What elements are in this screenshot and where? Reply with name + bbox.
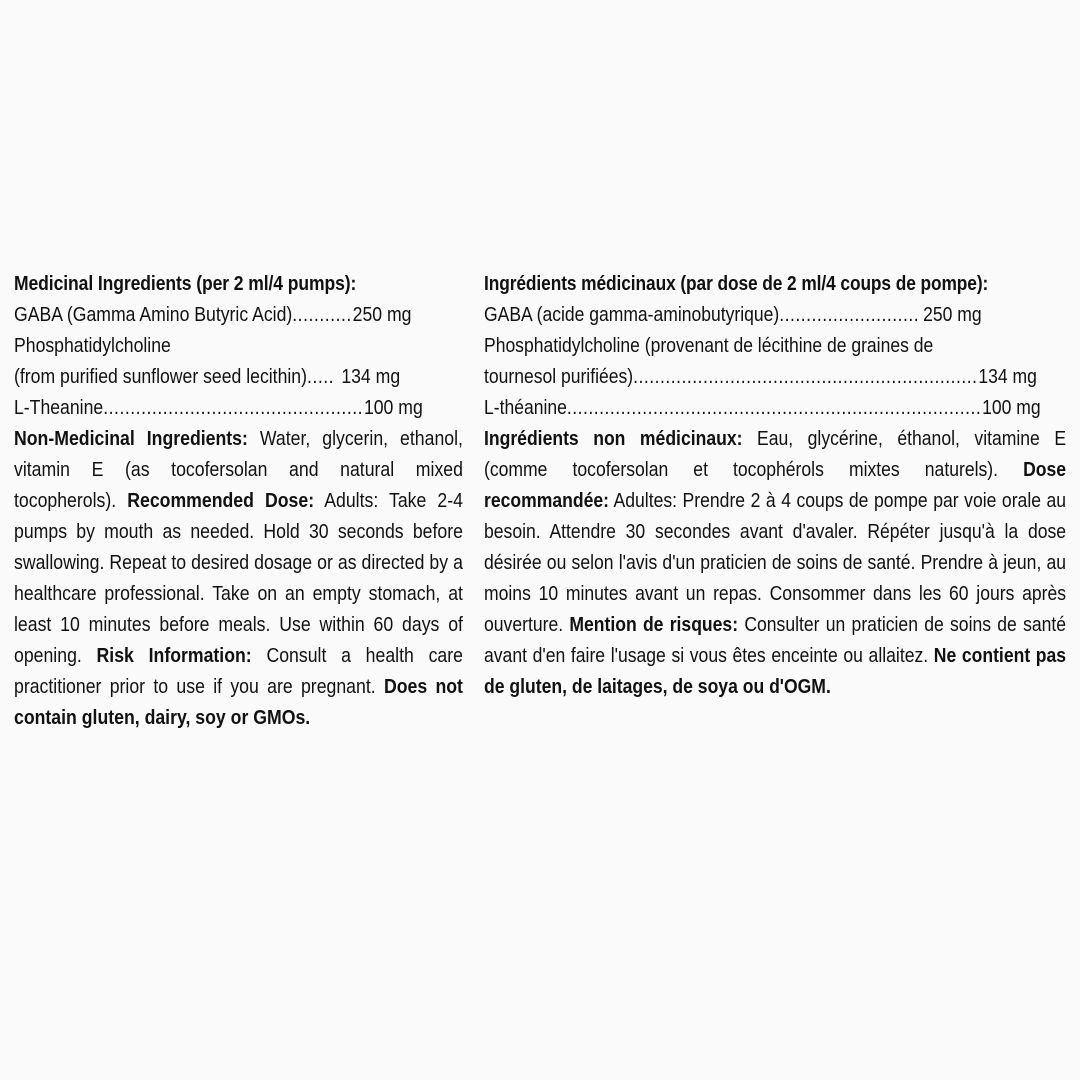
french-body-block xyxy=(484,423,1066,702)
risk-information-label: Mention de risques: xyxy=(569,613,739,636)
english-ingredient-row xyxy=(14,330,463,361)
english-ingredient-row xyxy=(14,361,463,392)
english-body-paragraph xyxy=(14,423,463,733)
free-from-statement: Ne contient pas de gluten, de laitages, de soya ou d'OGM. xyxy=(484,644,1067,698)
english-body-block xyxy=(14,423,463,733)
ingredient-name: L-théanine xyxy=(484,396,567,419)
ingredient-name: GABA (Gamma Amino Butyric Acid) xyxy=(14,303,293,326)
ingredient-amount: 250 mg xyxy=(352,303,412,326)
recommended-dose-text: Adultes: Prendre 2 à 4 coups de pompe par voie orale au besoin. Attendre 30 secondes avant d'avaler. Répéter jusqu'à la dose désirée ou selon l'avis d'un praticien de soins de santé. Prendre à jeun, au moins 10 minutes avant un repas. Consommer dans les 60 jours après ouverture. xyxy=(484,489,1067,636)
ingredient-amount: 134 mg xyxy=(341,365,401,388)
risk-information-label: Risk Information: xyxy=(96,644,252,667)
english-medicinal-ingredients-heading: Medicinal Ingredients (per 2 ml/4 pumps): xyxy=(14,272,357,295)
ingredient-name: (from purified sunflower seed lecithin) xyxy=(14,365,307,388)
ingredient-dot-leader: ........... xyxy=(292,303,352,326)
ingredient-amount: 250 mg xyxy=(923,303,982,326)
ingredient-dot-leader: .......................... xyxy=(779,303,920,326)
ingredient-name: tournesol purifiées) xyxy=(484,365,634,388)
ingredient-amount: 134 mg xyxy=(978,365,1037,388)
non-medicinal-ingredients-label: Ingrédients non médicinaux: xyxy=(484,427,743,450)
french-ingredient-row xyxy=(484,299,1066,330)
ingredient-name: GABA (acide gamma-aminobutyrique) xyxy=(484,303,780,326)
non-medicinal-ingredients-label: Non-Medicinal Ingredients: xyxy=(14,427,248,450)
french-ingredient-row xyxy=(484,361,1066,392)
ingredient-name: Phosphatidylcholine (provenant de lécithine de graines de xyxy=(484,334,934,357)
french-ingredient-row xyxy=(484,330,1066,361)
french-body-paragraph xyxy=(484,423,1066,702)
english-ingredient-row xyxy=(14,299,463,330)
recommended-dose-label: Recommended Dose: xyxy=(127,489,315,512)
french-panel xyxy=(484,268,1066,702)
ingredient-dot-leader: ................................................ xyxy=(103,396,364,419)
english-ingredient-row xyxy=(14,392,463,423)
english-panel xyxy=(14,268,463,733)
risk-information-text: Consulter un praticien de soins de santé avant d'en faire l'usage si vous êtes enceinte ou allaitez. xyxy=(484,613,1067,667)
ingredient-amount: 100 mg xyxy=(363,396,423,419)
non-medicinal-ingredients-text: Water, glycerin, ethanol, vitamin E (as tocofersolan and natural mixed tocopherols). xyxy=(14,427,463,512)
ingredient-amount: 100 mg xyxy=(982,396,1041,419)
free-from-statement: Does not contain gluten, dairy, soy or GMOs. xyxy=(14,675,463,729)
recommended-dose-label: Dose recommandée: xyxy=(484,458,1067,512)
french-ingredient-row xyxy=(484,392,1066,423)
ingredient-dot-leader: ..... xyxy=(306,365,335,388)
ingredient-dot-leader: ............................................................................. xyxy=(566,396,982,419)
ingredient-name: L-Theanine xyxy=(14,396,104,419)
bilingual-panel-columns xyxy=(14,268,1066,733)
risk-information-text: Consult a health care practitioner prior to use if you are pregnant. xyxy=(14,644,463,698)
ingredient-name: Phosphatidylcholine xyxy=(14,334,171,357)
non-medicinal-ingredients-text: Eau, glycérine, éthanol, vitamine E (comme tocofersolan et tocophérols mixtes naturels). xyxy=(484,427,1067,481)
recommended-dose-text: Adults: Take 2-4 pumps by mouth as needed. Hold 30 seconds before swallowing. Repeat to desired dosage or as directed by a healthcare professional. Take on an empty stomach, at least 10 minutes before meals. Use within 60 days of opening. xyxy=(14,489,463,667)
ingredient-dot-leader: ................................................................ xyxy=(633,365,978,388)
french-medicinal-ingredients-heading: Ingrédients médicinaux (par dose de 2 ml/4 coups de pompe): xyxy=(484,272,989,295)
